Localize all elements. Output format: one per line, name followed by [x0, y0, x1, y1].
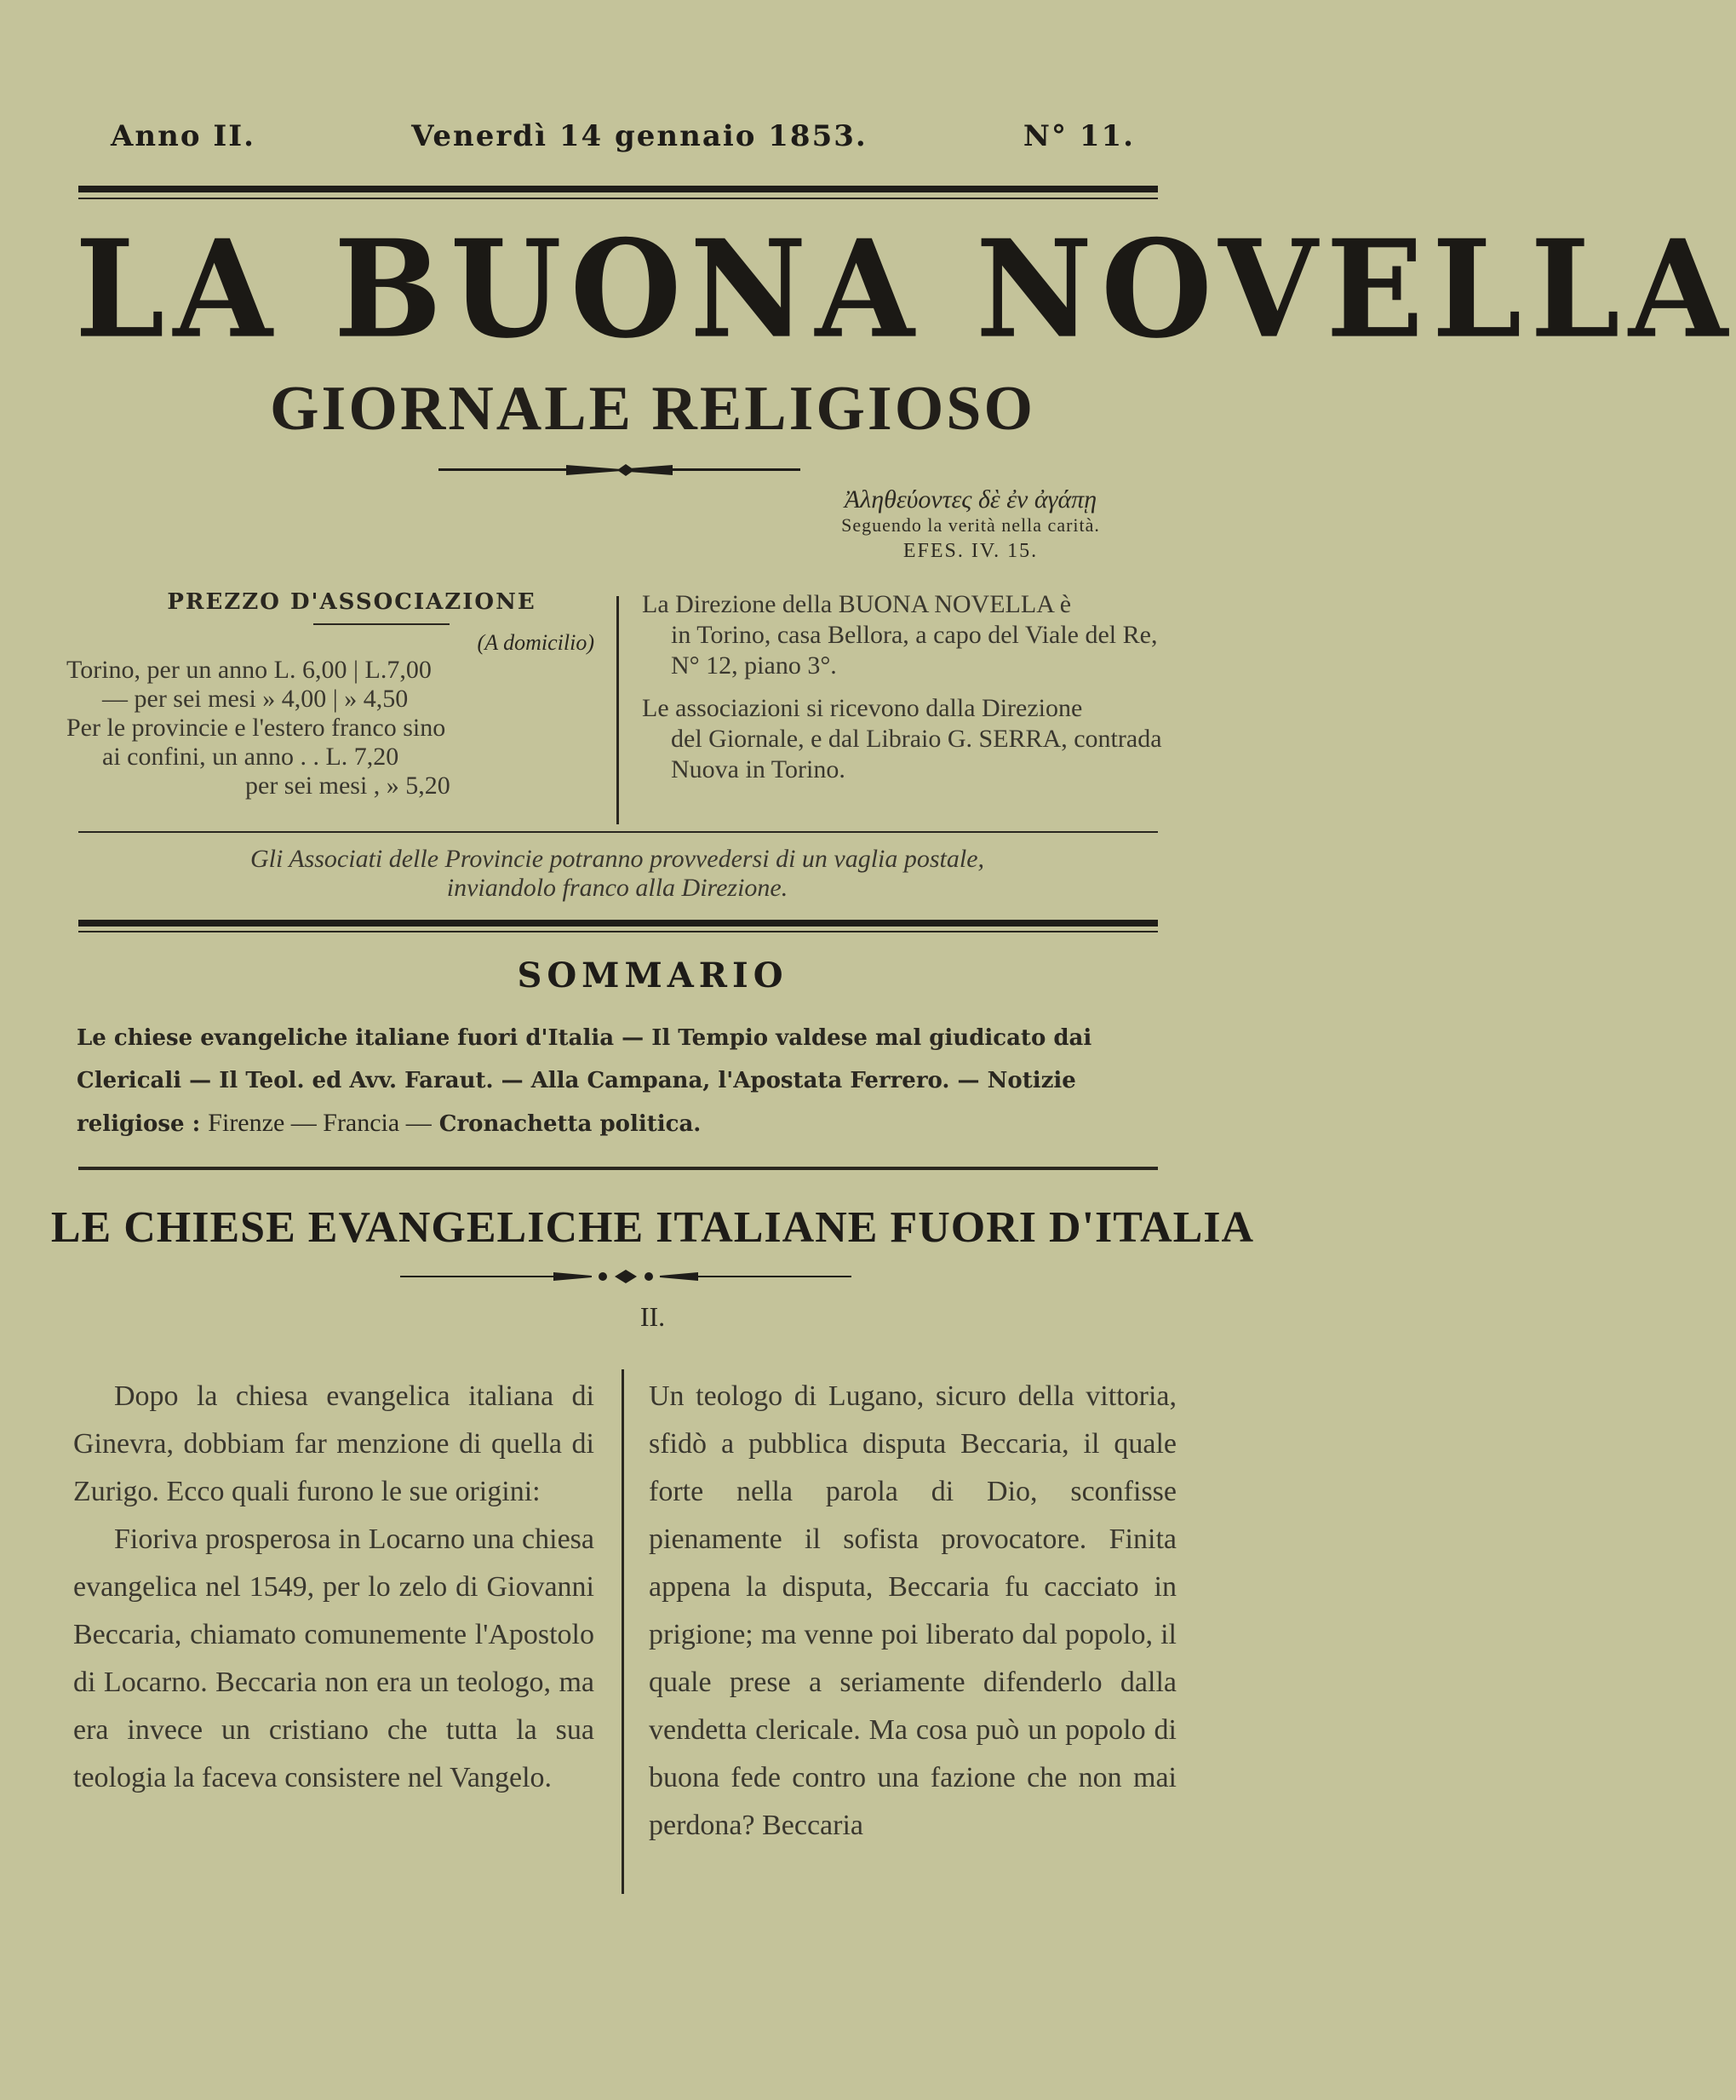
- subscription-info-text: del Giornale, e dal Libraio G. SERRA, contrada Nuova in Torino.: [671, 725, 1162, 783]
- subscription-prices: [66, 589, 603, 800]
- subscription-heading: PREZZO D'ASSOCIAZIONE: [167, 589, 536, 615]
- article-column-left: [73, 1373, 594, 1802]
- section-heavy-rule: [78, 920, 1158, 927]
- price-row: ai confini, un anno . . L. 7,20: [102, 743, 399, 771]
- subscription-rule: [313, 623, 450, 625]
- column-divider: [616, 596, 619, 824]
- article-paragraph: Fioriva prosperosa in Locarno una chiesa evangelica nel 1549, per lo zelo di Giovanni Beccaria, chiamato comunemente l'Apostolo di Locarno. Beccaria non era un teologo, ma era invece un cristiano che tutta la sua teologia la faceva consistere nel Vangelo.: [73, 1523, 594, 1793]
- subscription-info-line: Le associazioni si ricevono dalla Direzione: [642, 694, 1083, 722]
- section-thin-rule: [78, 931, 1158, 932]
- article-paragraph: Un teologo di Lugano, sicuro della vittoria, sfidò a pubblica disputa Beccaria, il quale forte nella parola di Dio, sconfisse pienamente il sofista provocatore. Finita appena la disputa, Beccaria fu cacciato in prigione; ma venne poi liberato dal popolo, il quale prese a seriamente difenderlo dalla vendetta clericale. Ma cosa può un popolo di buona fede contro una fazione che non mai perdona? Beccaria: [649, 1380, 1177, 1841]
- article-paragraph: Dopo la chiesa evangelica italiana di Ginevra, dobbiam far menzione di quella di Zurigo. Ecco quali furono le sue origini:: [73, 1380, 594, 1507]
- price-row: Torino, per un anno L. 6,00 | L.7,00: [66, 656, 432, 684]
- article-column-divider: [622, 1369, 624, 1894]
- price-row: Per le provincie e l'estero franco sino: [66, 714, 446, 742]
- postal-notice-line: inviandolo franco alla Direzione.: [446, 874, 788, 902]
- motto-greek: Ἀληθεύοντες δὲ ἐν ἀγάπῃ: [844, 485, 1097, 514]
- price-row: per sei mesi , » 5,20: [245, 772, 450, 800]
- article-column-right: [649, 1373, 1177, 1850]
- issue-date: Venerdì 14 gennaio 1853.: [411, 119, 868, 153]
- direction-line: La Direzione della BUONA NOVELLA è: [642, 590, 1072, 618]
- article-part-number: II.: [639, 1301, 666, 1332]
- sommario-title: SOMMARIO: [517, 955, 788, 995]
- sommario-text: [77, 1017, 1175, 1145]
- top-heavy-rule: [78, 186, 1158, 192]
- article-rule: [78, 1167, 1158, 1170]
- issue-number: N° 11.: [1023, 119, 1135, 153]
- issue-line: [111, 119, 1135, 153]
- subscription-domicile: (A domicilio): [477, 630, 594, 655]
- editorial-address: [642, 589, 1178, 785]
- motto-block: [783, 487, 1158, 564]
- notice-rule: [78, 831, 1158, 833]
- article-title: LE CHIESE EVANGELICHE ITALIANE FUORI D'ITALIA: [50, 1203, 1255, 1252]
- masthead-title: LA BUONA NOVELLA: [75, 210, 1736, 369]
- sommario-places: Firenze — Francia —: [208, 1109, 432, 1137]
- title-ornament: [400, 1267, 851, 1286]
- direction-text: in Torino, casa Bellora, a capo del Viale del Re, N° 12, piano 3°.: [671, 621, 1158, 680]
- price-row: — per sei mesi » 4,00 | » 4,50: [102, 685, 409, 713]
- postal-notice-line: Gli Associati delle Provincie potranno provvedersi di un vaglia postale,: [249, 845, 985, 873]
- masthead-subtitle: GIORNALE RELIGIOSO: [269, 374, 1036, 444]
- postal-notice: [77, 845, 1158, 903]
- issue-year: Anno II.: [111, 119, 255, 153]
- motto-reference: EFES. IV. 15.: [902, 540, 1039, 562]
- sommario-items: Le chiese evangeliche italiane fuori d'Italia — Il Tempio valdese mal giudicato dai Clericali — Il Teol. ed Avv. Faraut. — Alla Campana, l'Apostata Ferrero. — Notizie religiose :: [77, 1025, 1092, 1137]
- sommario-last: Cronachetta politica.: [438, 1111, 702, 1137]
- top-thin-rule: [78, 198, 1158, 199]
- masthead-ornament: [438, 460, 800, 480]
- motto-italian: Seguendo la verità nella carità.: [841, 514, 1100, 536]
